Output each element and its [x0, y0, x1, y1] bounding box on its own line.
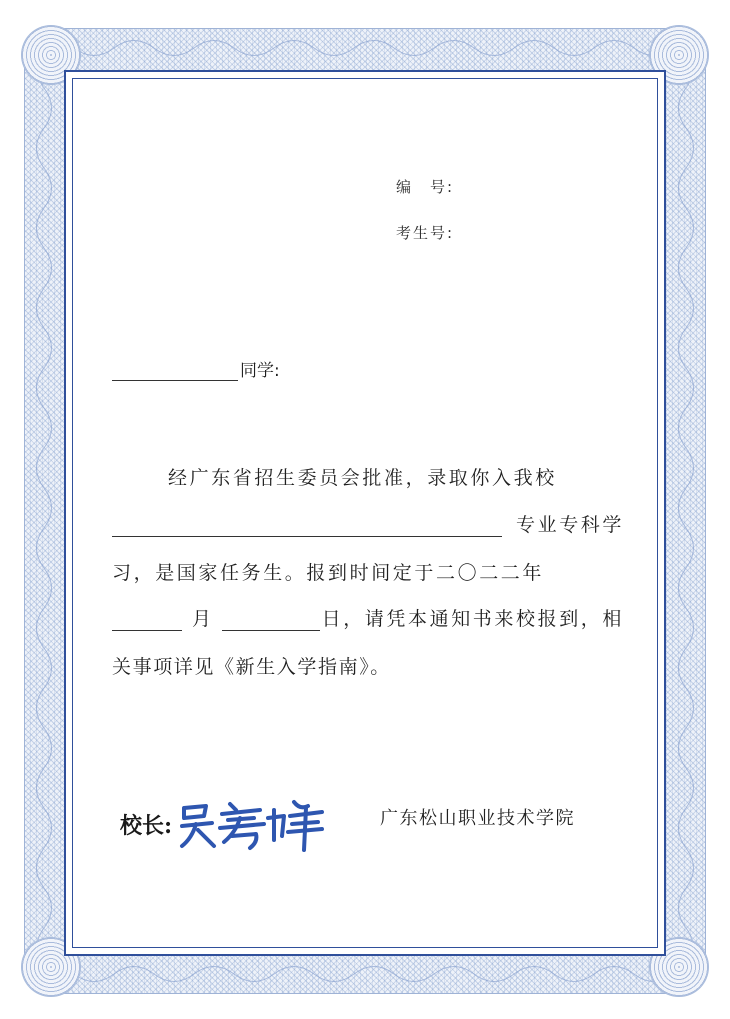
principal-signature-block [120, 796, 326, 852]
month-blank [112, 610, 182, 631]
school-name: 广东松山职业技术学院 [380, 808, 575, 829]
body-line-4-suffix: 日，请凭本通知书来校报到，相 [321, 608, 625, 630]
body-line-4 [112, 604, 624, 631]
number-label: 编 号: [396, 178, 455, 196]
principal-label: 校长: [120, 812, 173, 839]
body-line-1: 经广东省招生委员会批准，录取你入我校 [168, 467, 557, 489]
month-label: 月 [192, 608, 214, 630]
body-line-2 [112, 510, 624, 537]
salutation-suffix: 同学: [240, 361, 280, 381]
day-blank [222, 610, 320, 631]
salutation [112, 356, 280, 381]
body-line-2-suffix: 专业专科学 [516, 514, 625, 536]
examinee-number-label: 考生号: [396, 224, 455, 242]
student-name-blank [112, 360, 238, 381]
major-blank [112, 516, 502, 537]
body-line-3: 习，是国家任务生。报到时间定于二〇二二年 [112, 562, 545, 584]
handwritten-signature-icon [176, 796, 326, 852]
body-line-5: 关事项详见《新生入学指南》。 [112, 656, 391, 678]
